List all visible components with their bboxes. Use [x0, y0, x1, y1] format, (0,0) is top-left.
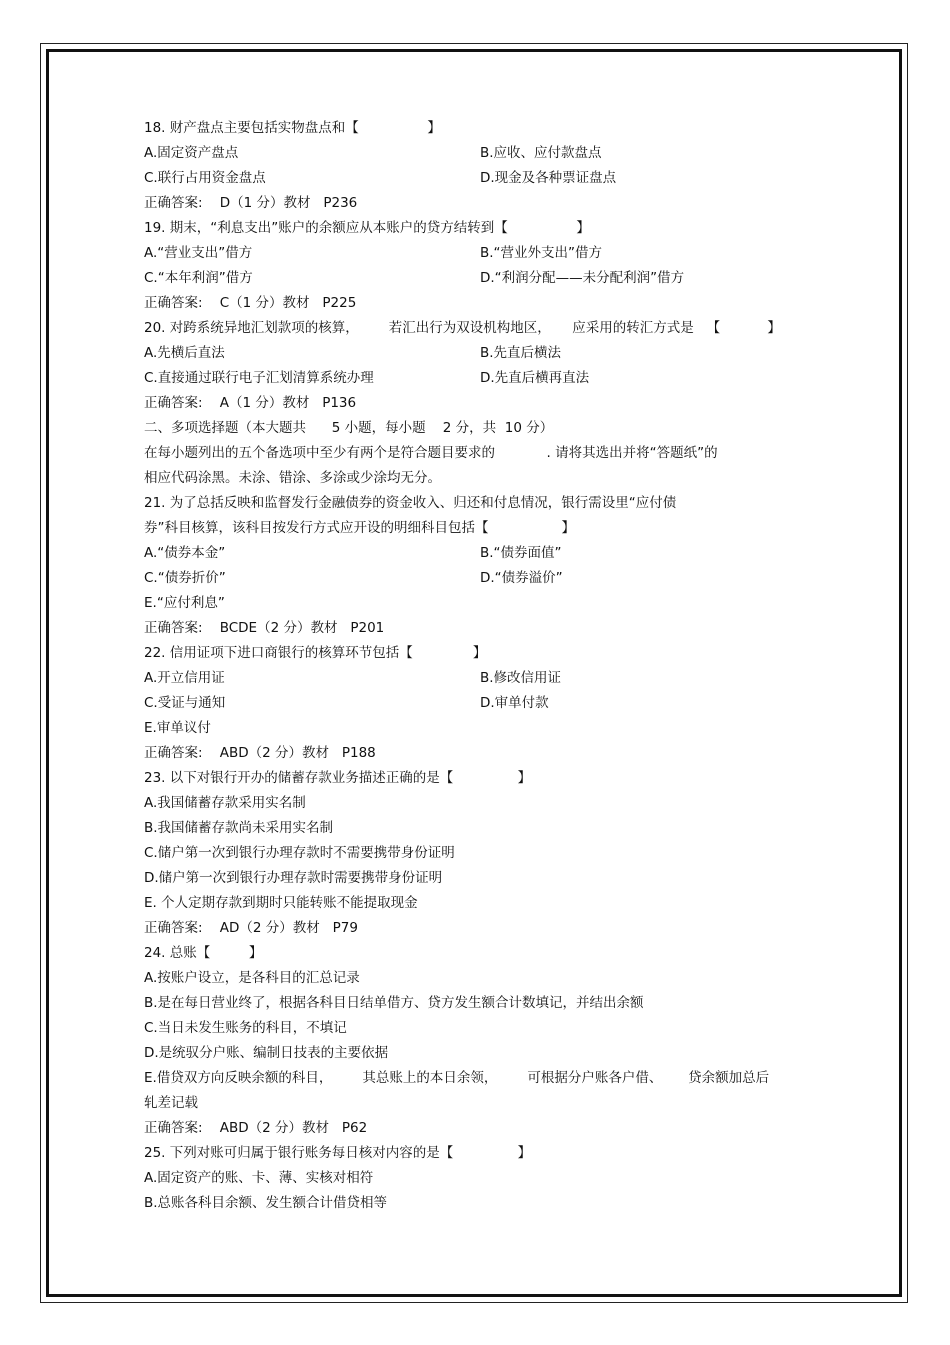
line-text: C.“本年利润”借方 [144, 270, 253, 286]
line-text: E.借贷双方向反映余额的科目， 其总账上的本日余领， 可根据分户账各户借、 贷余额加总后 [144, 1070, 770, 1086]
text-line [144, 391, 824, 416]
text-line [144, 416, 824, 441]
line-text: A.我国储蓄存款采用实名制 [144, 795, 306, 811]
text-line [144, 241, 824, 266]
text-line [144, 591, 824, 616]
line-text: 正确答案: ABD（2 分）教材 P62 [144, 1120, 368, 1136]
option-right-column: D.审单付款 [480, 695, 549, 711]
line-text: E.审单议付 [144, 720, 211, 736]
line-text: A.开立信用证 [144, 670, 225, 686]
option-right-column: D.“债券溢价” [480, 570, 563, 586]
line-text: C.联行占用资金盘点 [144, 170, 266, 186]
line-text: 正确答案: ABD（2 分）教材 P188 [144, 745, 376, 761]
text-line [144, 891, 824, 916]
text-line [144, 1191, 824, 1216]
line-text: 22. 信用证项下进口商银行的核算环节包括【 】 [144, 645, 487, 661]
line-text: D.是统驭分户账、编制日技表的主要依据 [144, 1045, 389, 1061]
document-body [144, 116, 824, 1216]
line-text: D.储户第一次到银行办理存款时需要携带身份证明 [144, 870, 443, 886]
text-line [144, 666, 824, 691]
line-text: 相应代码涂黑。未涂、错涂、多涂或少涂均无分。 [144, 470, 441, 486]
option-right-column: B.先直后横法 [480, 345, 562, 361]
text-line [144, 866, 824, 891]
line-text: 正确答案: BCDE（2 分）教材 P201 [144, 620, 385, 636]
line-text: E. 个人定期存款到期时只能转账不能提取现金 [144, 895, 418, 911]
text-line [144, 916, 824, 941]
option-right-column: B.“营业外支出”借方 [480, 245, 603, 261]
text-line [144, 516, 824, 541]
text-line [144, 1166, 824, 1191]
line-text: 正确答案: A（1 分）教材 P136 [144, 395, 357, 411]
line-text: C.当日未发生账务的科目，不填记 [144, 1020, 347, 1036]
text-line [144, 1066, 824, 1091]
text-line [144, 116, 824, 141]
text-line [144, 216, 824, 241]
text-line [144, 966, 824, 991]
text-line [144, 441, 824, 466]
line-text: A.固定资产盘点 [144, 145, 239, 161]
line-text: 在每小题列出的五个备选项中至少有两个是符合题目要求的 . 请将其选出并将“答题纸”的 [144, 445, 718, 461]
line-text: 正确答案: AD（2 分）教材 P79 [144, 920, 358, 936]
line-text: 24. 总账【 】 [144, 945, 263, 961]
text-line [144, 141, 824, 166]
option-right-column: B.“债券面值” [480, 545, 562, 561]
line-text: 21. 为了总括反映和监督发行金融债券的资金收入、归还和付息情况，银行需设里“应付债 [144, 495, 677, 511]
line-text: A.先横后直法 [144, 345, 225, 361]
text-line [144, 491, 824, 516]
text-line [144, 791, 824, 816]
text-line [144, 191, 824, 216]
line-text: 券”科目核算，该科目按发行方式应开设的明细科目包括【 】 [144, 520, 575, 536]
text-line [144, 841, 824, 866]
text-line [144, 616, 824, 641]
text-line [144, 1141, 824, 1166]
text-line [144, 291, 824, 316]
line-text: 20. 对跨系统异地汇划款项的核算， 若汇出行为双设机构地区， 应采用的转汇方式是 【 】 [144, 320, 781, 336]
text-line [144, 741, 824, 766]
text-line [144, 541, 824, 566]
option-right-column: D.现金及各种票证盘点 [480, 170, 617, 186]
option-right-column: D.“利润分配——未分配利润”借方 [480, 270, 685, 286]
text-line [144, 466, 824, 491]
line-text: A.按账户设立，是各科目的汇总记录 [144, 970, 360, 986]
line-text: A.固定资产的账、卡、薄、实核对相符 [144, 1170, 374, 1186]
option-right-column: B.应收、应付款盘点 [480, 145, 602, 161]
text-line [144, 766, 824, 791]
line-text: C.直接通过联行电子汇划清算系统办理 [144, 370, 374, 386]
line-text: C.“债券折价” [144, 570, 226, 586]
line-text: 25. 下列对账可归属于银行账务每日核对内容的是【 】 [144, 1145, 532, 1161]
text-line [144, 316, 824, 341]
text-line [144, 991, 824, 1016]
line-text: B.总账各科目余额、发生额合计借贷相等 [144, 1195, 388, 1211]
line-text: C.储户第一次到银行办理存款时不需要携带身份证明 [144, 845, 455, 861]
line-text: B.是在每日营业终了，根据各科目日结单借方、贷方发生额合计数填记，并结出余额 [144, 995, 644, 1011]
text-line [144, 1016, 824, 1041]
line-text: C.受证与通知 [144, 695, 226, 711]
line-text: 19. 期末，“利息支出”账户的余额应从本账户的贷方结转到【 】 [144, 220, 590, 236]
line-text: A.“债券本金” [144, 545, 226, 561]
line-text: 二、多项选择题（本大题共 5 小题，每小题 2 分，共 10 分） [144, 420, 554, 436]
text-line [144, 266, 824, 291]
text-line [144, 366, 824, 391]
line-text: A.“营业支出”借方 [144, 245, 253, 261]
text-line [144, 341, 824, 366]
line-text: 轧差记载 [144, 1095, 198, 1111]
line-text: E.“应付利息” [144, 595, 225, 611]
line-text: 18. 财产盘点主要包括实物盘点和【 】 [144, 120, 441, 136]
line-text: 正确答案: D（1 分）教材 P236 [144, 195, 358, 211]
line-text: 正确答案: C（1 分）教材 P225 [144, 295, 357, 311]
text-line [144, 1116, 824, 1141]
text-line [144, 166, 824, 191]
text-line [144, 566, 824, 591]
line-text: B.我国储蓄存款尚未采用实名制 [144, 820, 334, 836]
option-right-column: D.先直后横再直法 [480, 370, 590, 386]
text-line [144, 641, 824, 666]
text-line [144, 816, 824, 841]
line-text: 23. 以下对银行开办的储蓄存款业务描述正确的是【 】 [144, 770, 532, 786]
text-line [144, 941, 824, 966]
text-line [144, 1041, 824, 1066]
option-right-column: B.修改信用证 [480, 670, 562, 686]
text-line [144, 1091, 824, 1116]
text-line [144, 691, 824, 716]
text-line [144, 716, 824, 741]
